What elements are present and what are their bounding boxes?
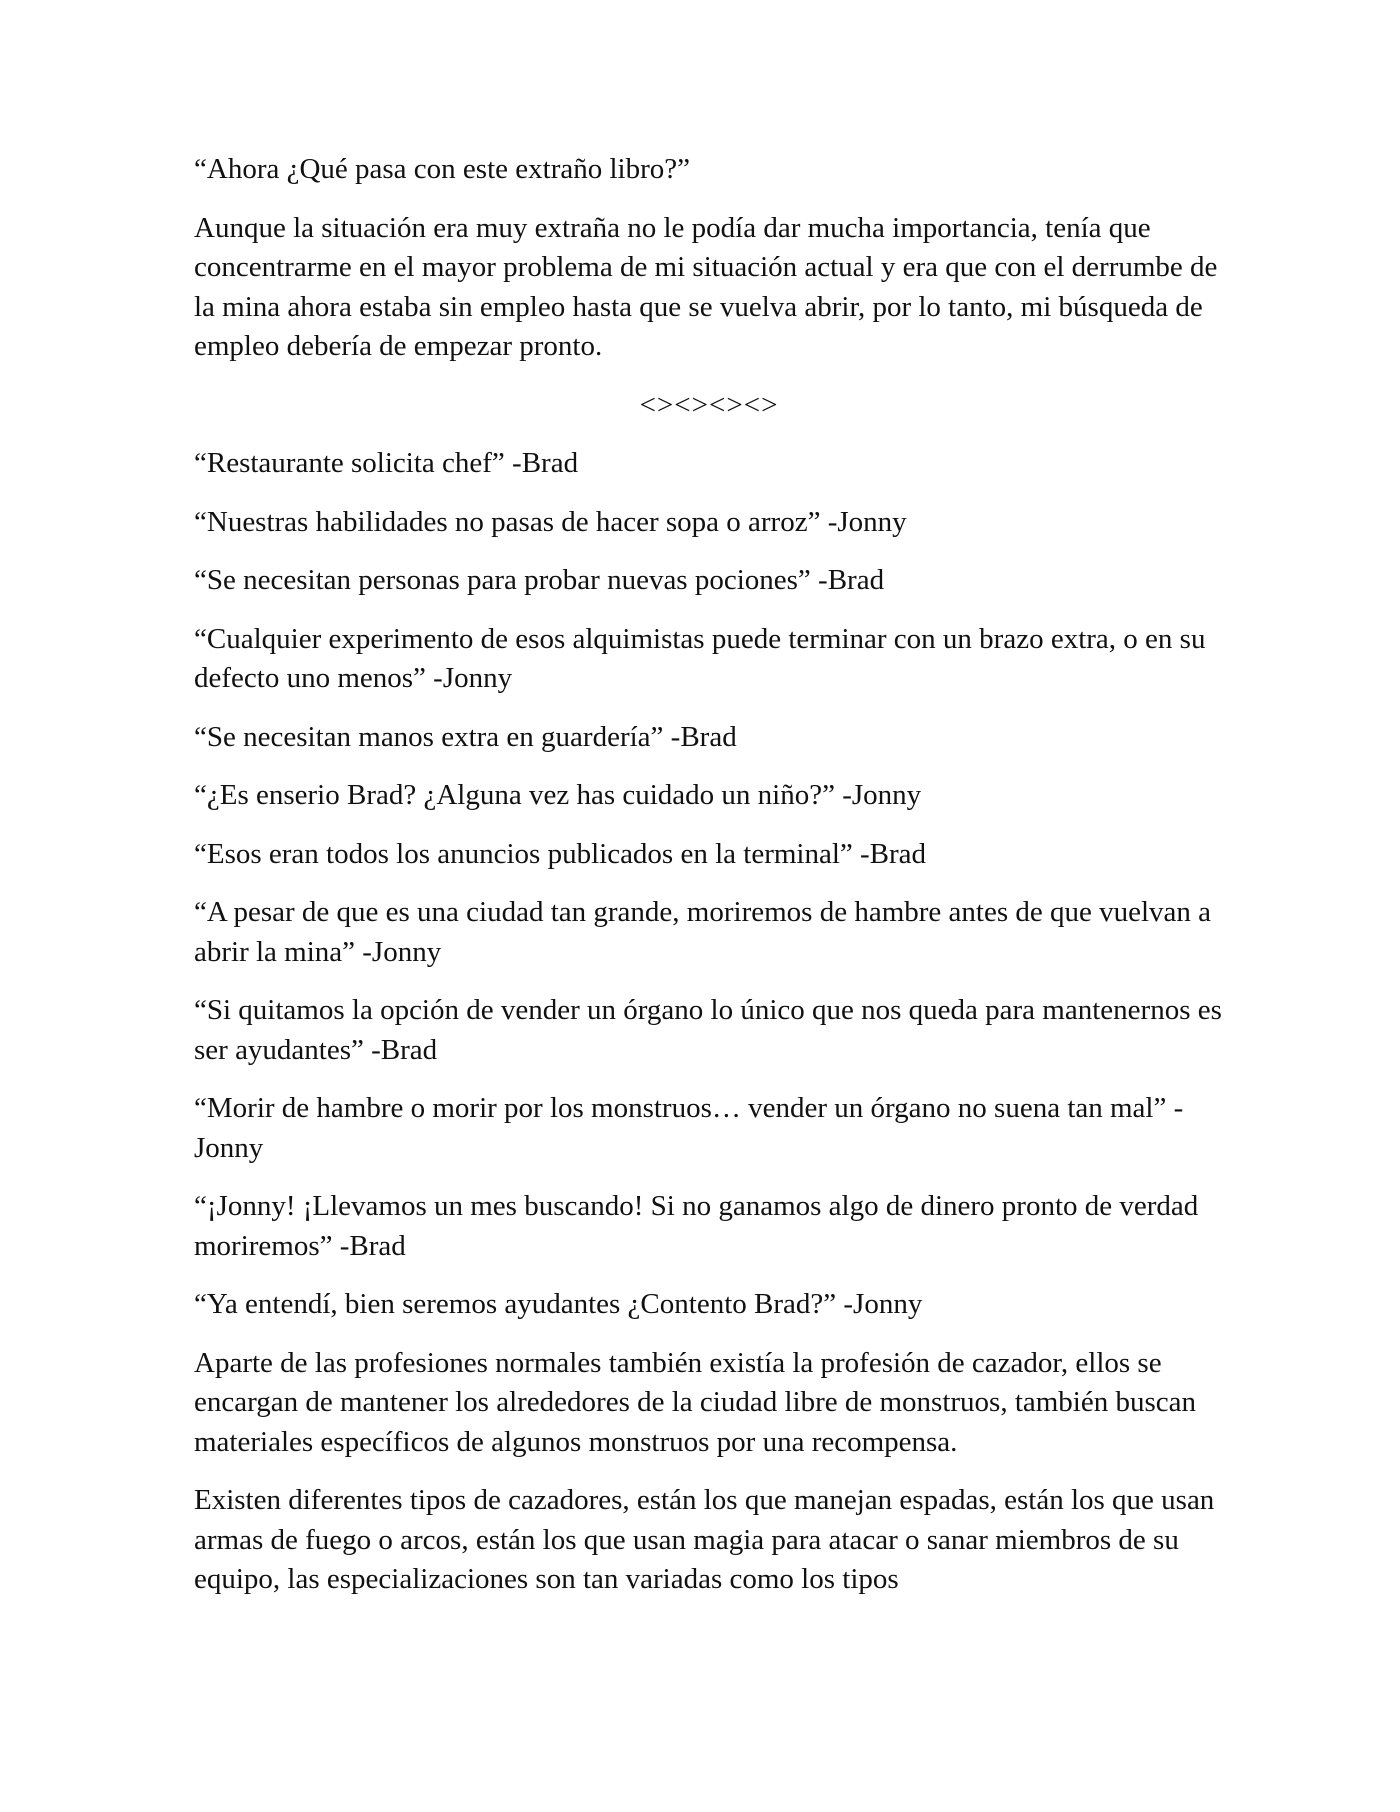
dialogue-line: “¿Es enserio Brad? ¿Alguna vez has cuidado un niño?” -Jonny — [194, 779, 922, 811]
paragraph-intro-question: “Ahora ¿Qué pasa con este extraño libro?” — [194, 153, 690, 185]
dialogue-line: “Cualquier experimento de esos alquimistas puede terminar con un brazo extra, o en su defecto uno menos” -Jonny — [194, 622, 1206, 694]
dialogue-line: “Si quitamos la opción de vender un órgano lo único que nos queda para mantenernos es ser ayudantes” -Brad — [194, 994, 1222, 1066]
dialogue-line: “Morir de hambre o morir por los monstruos… vender un órgano no suena tan mal” -Jonny — [194, 1092, 1184, 1164]
paragraph-hunters-profession: Aparte de las profesiones normales también existía la profesión de cazador, ellos se encargan de mantener los alrededores de la ciudad libre de monstruos, también buscan materiales específicos de algunos monstruos por una recompensa. — [194, 1346, 1197, 1458]
dialogue-line: “A pesar de que es una ciudad tan grande, moriremos de hambre antes de que vuelvan a abrir la mina” -Jonny — [194, 896, 1212, 968]
scene-separator: <><><><> — [639, 388, 779, 421]
dialogue-line: “Se necesitan manos extra en guardería” -Brad — [194, 720, 737, 753]
dialogue-line: “Restaurante solicita chef” -Brad — [194, 447, 579, 479]
dialogue-line: “Ya entendí, bien seremos ayudantes ¿Contento Brad?” -Jonny — [194, 1288, 923, 1320]
document-page — [194, 150, 1224, 1619]
dialogue-line: “Se necesitan personas para probar nuevas pociones” -Brad — [194, 564, 885, 596]
dialogue-line: “¡Jonny! ¡Llevamos un mes buscando! Si no ganamos algo de dinero pronto de verdad moriremos” -Brad — [194, 1190, 1199, 1262]
dialogue-line: “Nuestras habilidades no pasas de hacer sopa o arroz” -Jonny — [194, 505, 907, 538]
dialogue-line: “Esos eran todos los anuncios publicados en la terminal” -Brad — [194, 837, 927, 870]
paragraph-hunter-types: Existen diferentes tipos de cazadores, están los que manejan espadas, están los que usan armas de fuego o arcos, están los que usan magia para atacar o sanar miembros de su equipo, las especializaciones son tan variadas como los tipos — [194, 1484, 1215, 1595]
paragraph-narration-job-search: Aunque la situación era muy extraña no le podía dar mucha importancia, tenía que concentrarme en el mayor problema de mi situación actual y era que con el derrumbe de la mina ahora estaba sin empleo hasta que se vuelva abrir, por lo tanto, mi búsqueda de empleo debería de empezar pronto. — [194, 211, 1218, 362]
